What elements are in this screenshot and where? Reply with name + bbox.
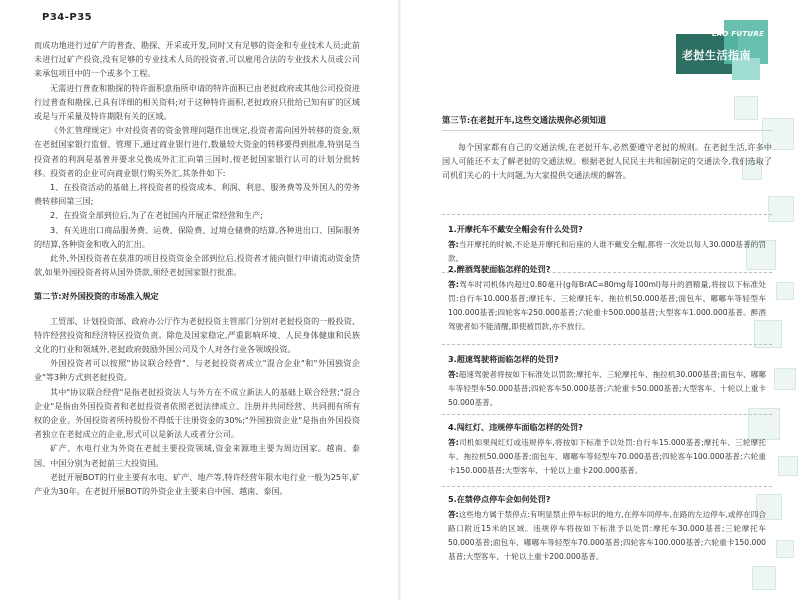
- divider: [442, 344, 772, 345]
- list-item: 3、有关进出口商品服务费、运费、保险费、过境仓储费的结算,各种进出口、国际服务的结算,各种资金和收入的汇出。: [34, 224, 360, 249]
- left-paragraph: 其中"协议联合经营"是指老挝投资法人与外方在不成立新法人的基础上联合经营;"混合企业"是指由外国投资者和老挝投资者依照老挝法律成立、注册并共同经营、共同拥有所有权的企业。外国投资者所持股份不得低于注册资金的30%;"外国独资企业"是指由外国投资者独立在老挝成立的企业,形式可以是新法人或者分公司。: [34, 386, 360, 440]
- question: 2.醉酒驾驶面临怎样的处罚?: [448, 264, 551, 274]
- intro-text: [442, 140, 772, 183]
- section-heading: 第三节:在老挝开车,这些交通法规你必须知道: [442, 115, 607, 125]
- list-item: 1、在投资活动的基础上,将投资者的投资成本、利润、利息、服务费等及外国人的劳务费转移回第三国;: [34, 182, 360, 207]
- answer: 答:当开摩托的时候,不论是开摩托和后座的人谁不戴安全帽,都将一次处以每人30.000基普的罚款。: [448, 240, 766, 263]
- left-paragraph: 而成功地进行过矿产的普查、勘探、开采或开发,同时又有足够的资金和专业技术人员;此前未进行过矿产投资,没有足够的专业技术人员的投资者,可以雇用合法的专业技术人员或公司来承包项目中的一个或多个工程。: [34, 40, 360, 79]
- answer: 答:超速驾驶者将按如下标准处以罚款:摩托车、三轮摩托车、拖拉机30.000基普;面包车、嘟嘟车等轻型车50.000基普;四轮客车50.000基普;六轮重卡50.000基普;大型客车、十轮以上重卡50.000基普。: [448, 370, 767, 407]
- left-paragraph: 老挝开展BOT的行业主要有水电、矿产、地产等,特许经营年限水电行业一般为25年,矿产业为30年。在老挝开展BOT的外资企业主要来自中国、越南、泰国。: [34, 471, 360, 497]
- divider: [442, 486, 772, 487]
- qa-item: [448, 262, 766, 334]
- left-paragraph: 此外,外国投资者在获准的项目投资资金全部到位后,投资者才能向银行申请流动资金贷款,如果外国投资者将从国外贷款,须经老挝国家银行批准。: [34, 253, 360, 278]
- brand-logo: [676, 20, 768, 82]
- question: 5.在禁停点停车会如何处罚?: [448, 494, 551, 504]
- answer: 答:这些地方属于禁停点:有明显禁止停车标识的地方,在停车同停车,在路的左边停车,或停在四合路口附近15米的区域。违规停车将按如下标准予以处罚:摩托车30.000基普;三轮摩托车50.000基普;面包车、嘟嘟车等轻型车70.000基普;四轮客车100.000基普;六轮重卡150.000基普;大型客车、十轮以上重卡200.000基普。: [448, 510, 766, 561]
- answer: 答:驾车时司机体内超过0.80毫升(g每BrAC=80mg每100ml)每升的酒精量,将按以下标准处罚:自行车10.000基普;摩托车、三轮摩托车、拖拉机50.000基普;面包车、嘟嘟车等轻型车100.000基普;四轮客车250.000基普;六轮重卡500.000基普;大型客车1.000.000基普。醉酒驾驶者如不能清醒,即使被罚款,亦不放行。: [448, 280, 766, 331]
- question: 1.开摩托车不戴安全帽会有什么处罚?: [448, 224, 583, 234]
- qa-item: [448, 420, 766, 478]
- divider: [442, 414, 772, 415]
- question: 4.闯红灯、违规停车面临怎样的处罚?: [448, 422, 583, 432]
- brand-title: 老挝生活指南: [682, 49, 751, 62]
- section-heading: 第二节:对外国投资的市场准入规定: [34, 291, 159, 302]
- divider: [442, 130, 772, 131]
- left-paragraph: 矿产、水电行业为外资在老挝主要投资领域,资金来源地主要为周边国家。越南、泰国、中国分别为老挝前三大投资国。: [34, 443, 360, 468]
- left-paragraph: 外国投资者可以按照"协议联合经营"、与老挝投资者成立"混合企业"和"外国独资企业"等3种方式到老挝投资。: [34, 358, 360, 383]
- left-paragraph: 工贸部、计划投资部、政府办公厅作为老挝投资主管部门分别对老挝投资的一般投资、特许经营投资和经济特区投资负责。除危及国家稳定,严重影响环境、人民身体健康和民族文化的行业和领域外,老挝政府鼓励外国公司及个人对各行业各领域投资。: [34, 315, 360, 355]
- qa-item: [448, 222, 766, 266]
- page-number: P34-P35: [42, 12, 93, 23]
- list-item: 2、在投资全部到位后,为了在老挝国内开展正常经营和生产;: [50, 210, 263, 221]
- answer: 答:司机如果闯红灯或违规停车,将按如下标准予以处罚:自行车15.000基普;摩托车、三轮摩托车、拖拉机50.000基普;面包车、嘟嘟车等轻型车70.000基普;四轮客车100.000基普;六轮重卡150.000基普;大型客车、十轮以上重卡200.000基普。: [448, 438, 766, 475]
- left-paragraph: 无需进行普查和勘探的特许面积意指所申请的特许面积已由老挝政府或其他公司投资进行过普查和勘探,已具有详细的相关资料;对于这种特许面积,老挝政府只批给已知有矿的区域或是与开采量及特许期限有关的区域。: [34, 82, 360, 122]
- divider: [442, 214, 772, 215]
- book-gutter: [398, 0, 402, 600]
- left-paragraph: 《外汇管理规定》中对投资者的资金管理问题作出规定,投资者需向国外转移的资金,须在老挝国家银行监督、管理下,通过商业银行进行,数量较大资金的转移要得到批准,特别是当投资者的利润是基普并要求兑换成外汇汇向第三国时,按老挝国家银行认可的计划分批转移。投资者的企业可向商业银行购买外汇,其条件如下:: [34, 125, 360, 178]
- qa-item: [448, 352, 766, 410]
- question: 3.超速驾驶将面临怎样的处罚?: [448, 354, 559, 364]
- intro-paragraph: 每个国家都有自己的交通法规,在老挝开车,必然要遵守老挝的规则。在老挝生活,许多中国人可能还不太了解老挝的交通法规。根据老挝人民民主共和国制定的交通法令,我们选取了司机们关心的十大问题,为大家提供交通法规的解答。: [442, 142, 772, 181]
- left-body-text: [34, 38, 360, 498]
- qa-item: [448, 492, 766, 564]
- brand-english: LAO FUTURE: [712, 30, 765, 38]
